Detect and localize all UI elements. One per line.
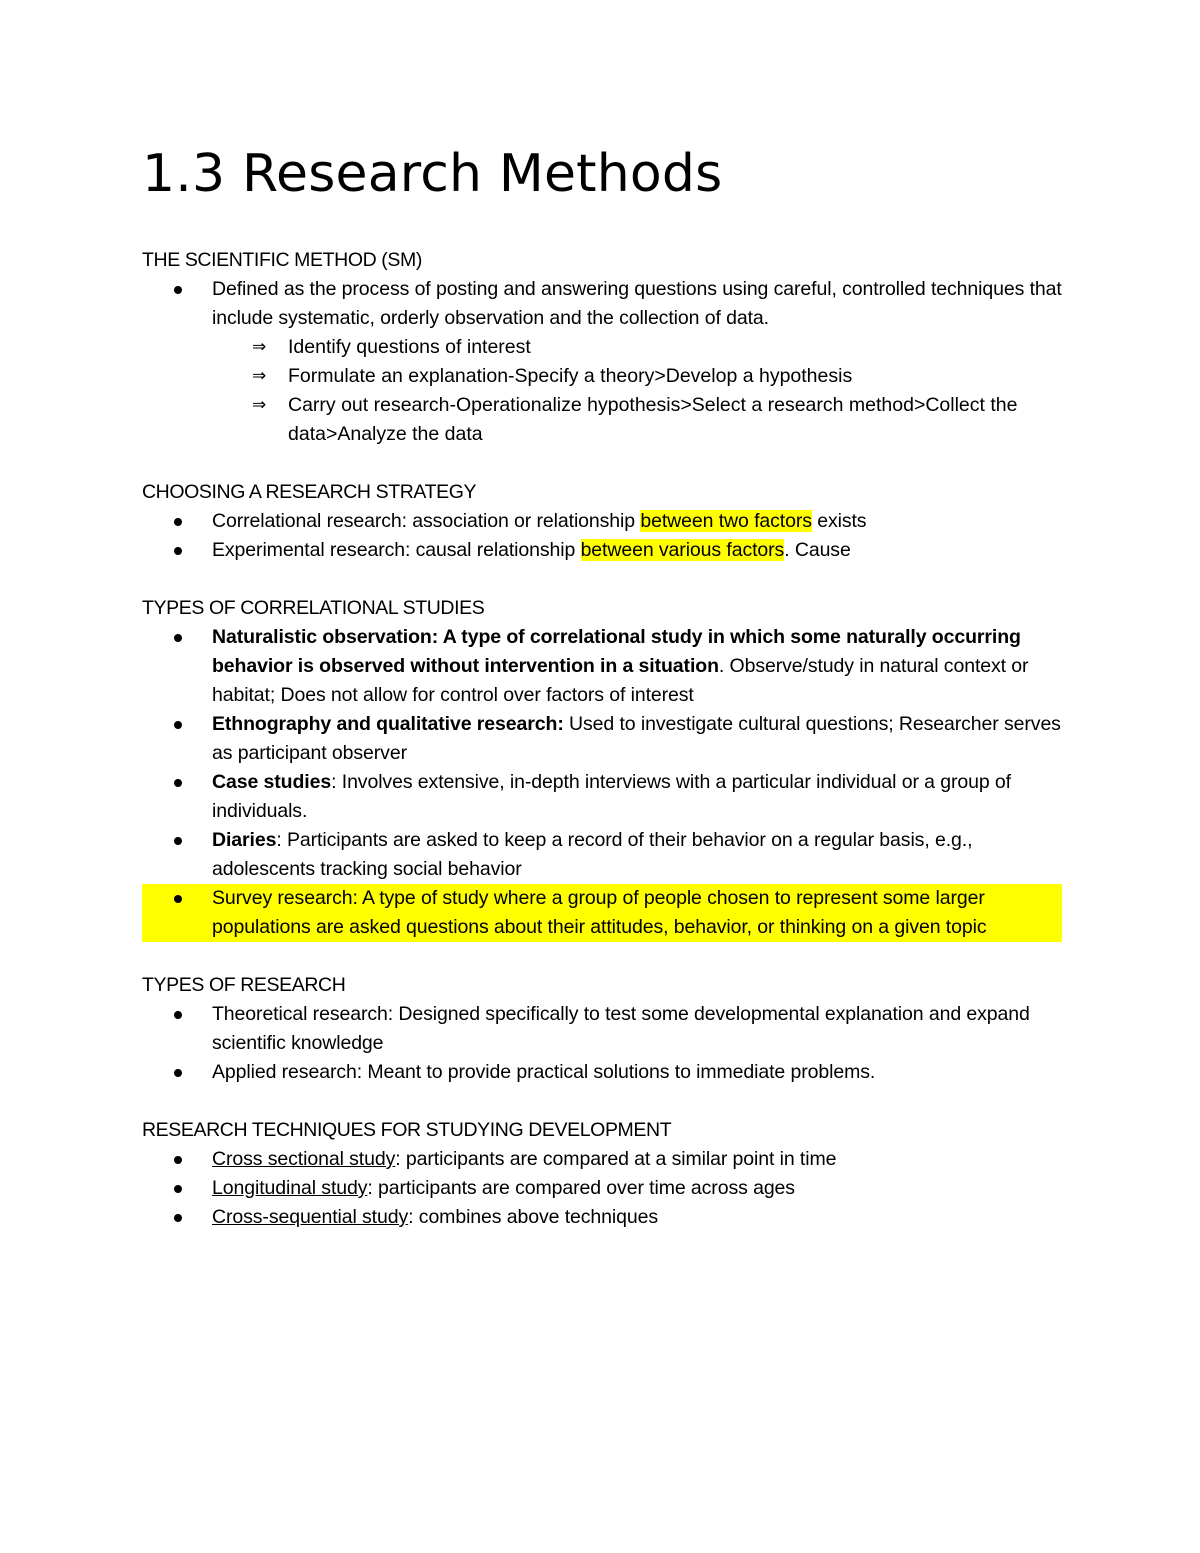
list-item-highlighted [142, 884, 1062, 942]
bullet-icon [174, 837, 182, 845]
list-item-text: : Involves extensive, in-depth interviews with a particular individual or a group of individuals. [212, 771, 1011, 822]
term-label: Longitudinal study [212, 1177, 368, 1199]
list-item [142, 391, 1062, 449]
highlighted-text: between two factors [640, 510, 812, 532]
list-item-text: : A type of study where a group of people chosen to represent some larger populations are asked questions about their attitudes, behavior, or thinking on a given topic [212, 887, 987, 938]
list-item-text: : participants are compared over time across ages [367, 1177, 795, 1199]
list-item [142, 1145, 1062, 1174]
bullet-icon [174, 721, 182, 729]
term-label: Cross-sequential study [212, 1206, 409, 1228]
highlighted-text: between various factors [580, 539, 785, 561]
section-types-of-research [142, 971, 1062, 1087]
list-item-text: : Participants are asked to keep a record of their behavior on a regular basis, e.g., adolescents tracking social behavior [212, 829, 973, 880]
bullet-icon [174, 1185, 182, 1193]
list-item-text: Theoretical research: Designed specifically to test some developmental explanation and expand scientific knowledge [212, 1003, 1030, 1054]
document-page [142, 140, 1062, 1261]
term-label: Survey research [212, 887, 353, 909]
bullet-list [142, 507, 1062, 565]
double-arrow-icon: ⇒ [252, 366, 267, 386]
section-heading: THE SCIENTIFIC METHOD (SM) [142, 249, 422, 271]
bullet-list [142, 1145, 1062, 1232]
section-heading: RESEARCH TECHNIQUES FOR STUDYING DEVELOPMENT [142, 1119, 672, 1141]
bullet-icon [174, 634, 182, 642]
list-item-text: . Observe/study in natural context or habitat; Does not allow for control over factors of interest [212, 655, 1029, 706]
list-item-text: exists [811, 510, 867, 532]
list-item [142, 1000, 1062, 1058]
section-research-strategy [142, 478, 1062, 565]
list-item-text: Formulate an explanation-Specify a theory>Develop a hypothesis [288, 365, 853, 387]
term-label: Ethnography and qualitative research: [212, 713, 564, 735]
term-label: Diaries [212, 829, 277, 851]
list-item-text: Carry out research-Operationalize hypothesis>Select a research method>Collect the data>Analyze the data [288, 394, 1018, 445]
list-item-text: Applied research: Meant to provide practical solutions to immediate problems. [212, 1061, 876, 1083]
term-label: Cross sectional study [212, 1148, 396, 1170]
list-item [142, 826, 1062, 884]
list-item-text: Used to investigate cultural questions; Researcher serves as participant observer [212, 713, 1061, 764]
bullet-list [142, 1000, 1062, 1087]
bullet-icon [174, 286, 182, 294]
list-item-text: Experimental research: causal relationship [212, 539, 581, 561]
list-item [142, 507, 1062, 536]
list-item [142, 362, 1062, 391]
section-heading: TYPES OF RESEARCH [142, 974, 346, 996]
bullet-icon [174, 895, 182, 903]
bullet-icon [174, 1011, 182, 1019]
bullet-icon [174, 1156, 182, 1164]
bullet-icon [174, 1214, 182, 1222]
section-correlational-studies [142, 594, 1062, 942]
bullet-icon [174, 518, 182, 526]
list-item [142, 333, 1062, 362]
document-title: 1.3 Research Methods [142, 144, 723, 204]
term-label: Naturalistic observation: A type of correlational study in which some naturally occurring behavior is observed without intervention in a situation [212, 626, 1021, 677]
section-scientific-method [142, 246, 1062, 449]
bullet-icon [174, 547, 182, 555]
list-item [142, 1174, 1062, 1203]
list-item [142, 536, 1062, 565]
list-item [142, 710, 1062, 768]
list-item [142, 275, 1062, 333]
list-item-text: Identify questions of interest [288, 336, 531, 358]
double-arrow-icon: ⇒ [252, 337, 267, 357]
list-item-text: Correlational research: association or relationship [212, 510, 641, 532]
bullet-icon [174, 1069, 182, 1077]
list-item [142, 1058, 1062, 1087]
list-item-text: Defined as the process of posting and answering questions using careful, controlled techniques that include systematic, orderly observation and the collection of data. [212, 278, 1062, 329]
list-item-text: : participants are compared at a similar point in time [395, 1148, 837, 1170]
bullet-list [142, 275, 1062, 333]
list-item [142, 623, 1062, 710]
section-heading: CHOOSING A RESEARCH STRATEGY [142, 481, 477, 503]
bullet-icon [174, 779, 182, 787]
list-item-text: . Cause [784, 539, 851, 561]
term-label: Case studies [212, 771, 332, 793]
section-research-techniques [142, 1116, 1062, 1232]
list-item [142, 768, 1062, 826]
arrow-list [142, 333, 1062, 449]
double-arrow-icon: ⇒ [252, 395, 267, 415]
list-item-text: : combines above techniques [408, 1206, 659, 1228]
bullet-list [142, 623, 1062, 942]
section-heading: TYPES OF CORRELATIONAL STUDIES [142, 597, 485, 619]
list-item [142, 1203, 1062, 1232]
